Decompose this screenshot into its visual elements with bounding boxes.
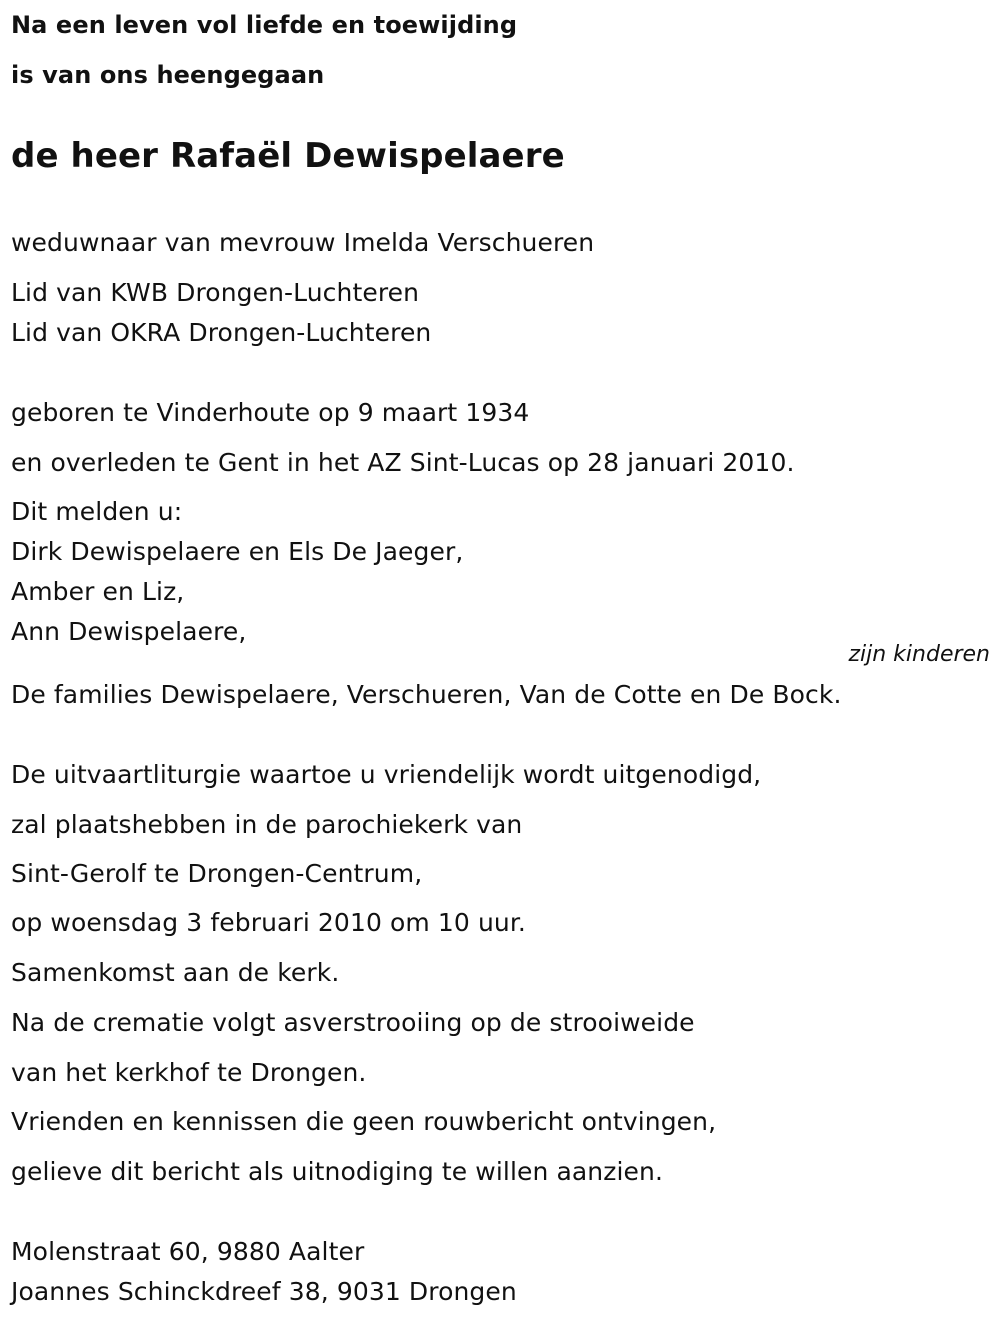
- membership-line-1: Lid van KWB Drongen-Luchteren: [11, 278, 420, 307]
- ceremony-line: Vrienden en kennissen die geen rouwbericht ontvingen,: [11, 1107, 717, 1136]
- ceremony-line: Samenkomst aan de kerk.: [11, 958, 340, 987]
- ceremony-line: Na de crematie volgt asverstrooiing op de strooiweide: [11, 1008, 695, 1037]
- ceremony-line: van het kerkhof te Drongen.: [11, 1058, 367, 1087]
- deceased-name: de heer Rafaël Dewispelaere: [11, 136, 565, 176]
- announcers-intro: Dit melden u:: [11, 497, 183, 526]
- ceremony-line: Sint-Gerolf te Drongen-Centrum,: [11, 859, 423, 888]
- death-line: en overleden te Gent in het AZ Sint-Lucas op 28 januari 2010.: [11, 448, 795, 477]
- address-line: Joannes Schinckdreef 38, 9031 Drongen: [11, 1277, 517, 1306]
- families-line: De families Dewispelaere, Verschueren, Van de Cotte en De Bock.: [11, 680, 842, 709]
- ceremony-line: zal plaatshebben in de parochiekerk van: [11, 810, 523, 839]
- relationship-label: zijn kinderen: [848, 642, 990, 667]
- ceremony-line: gelieve dit bericht als uitnodiging te willen aanzien.: [11, 1157, 663, 1186]
- announcer-line: Dirk Dewispelaere en Els De Jaeger,: [11, 537, 464, 566]
- announcer-line: Amber en Liz,: [11, 577, 185, 606]
- address-line: Molenstraat 60, 9880 Aalter: [11, 1237, 365, 1266]
- intro-line-1: Na een leven vol liefde en toewijding: [11, 11, 518, 39]
- ceremony-line: De uitvaartliturgie waartoe u vriendelijk wordt uitgenodigd,: [11, 760, 762, 789]
- ceremony-line: op woensdag 3 februari 2010 om 10 uur.: [11, 908, 526, 937]
- membership-line-2: Lid van OKRA Drongen-Luchteren: [11, 318, 432, 347]
- spouse-line: weduwnaar van mevrouw Imelda Verschueren: [11, 228, 595, 257]
- intro-line-2: is van ons heengegaan: [11, 61, 325, 89]
- birth-line: geboren te Vinderhoute op 9 maart 1934: [11, 398, 530, 427]
- announcer-line: Ann Dewispelaere,: [11, 617, 247, 646]
